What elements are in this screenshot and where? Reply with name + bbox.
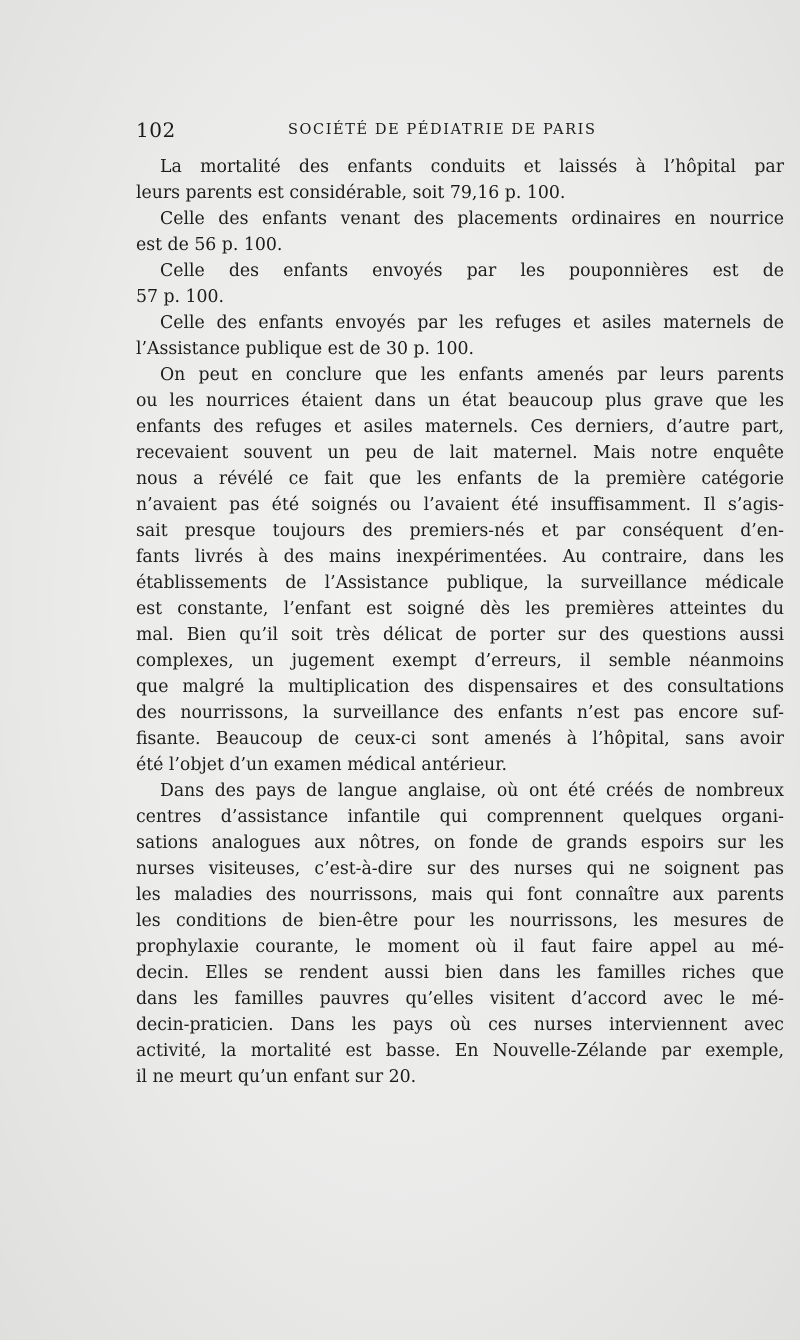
text-line: nurses visiteuses, c’est-à-dire sur des nurses qui ne soignent pas <box>136 859 784 879</box>
text-line: enfants des refuges et asiles maternels. Ces derniers, d’autre part, <box>136 417 784 437</box>
text-line: est de 56 p. 100. <box>136 235 283 255</box>
text-line: que malgré la multiplication des dispensaires et des consultations <box>136 677 784 697</box>
text-line: été l’objet d’un examen médical antérieur. <box>136 755 508 775</box>
text-line: établissements de l’Assistance publique, la surveillance médicale <box>136 573 784 593</box>
text-line: dans les familles pauvres qu’elles visitent d’accord avec le mé- <box>136 989 784 1009</box>
running-title: SOCIÉTÉ DE PÉDIATRIE DE PARIS <box>288 122 597 138</box>
text-line: 57 p. 100. <box>136 287 225 307</box>
text-line: fisante. Beaucoup de ceux-ci sont amenés à l’hôpital, sans avoir <box>136 729 784 749</box>
text-line: Celle des enfants venant des placements ordinaires en nourrice <box>160 209 784 229</box>
text-line: On peut en conclure que les enfants amenés par leurs parents <box>160 365 784 385</box>
text-line: decin. Elles se rendent aussi bien dans les familles riches que <box>136 963 784 983</box>
text-line: des nourrissons, la surveillance des enfants n’est pas encore suf- <box>136 703 784 723</box>
text-line: les conditions de bien-être pour les nourrissons, les mesures de <box>136 911 784 931</box>
text-line: La mortalité des enfants conduits et laissés à l’hôpital par <box>160 157 784 177</box>
text-line: sations analogues aux nôtres, on fonde de grands espoirs sur les <box>136 833 784 853</box>
text-line: l’Assistance publique est de 30 p. 100. <box>136 339 474 359</box>
text-line: il ne meurt qu’un enfant sur 20. <box>136 1067 417 1087</box>
text-line: leurs parents est considérable, soit 79,16 p. 100. <box>136 183 566 203</box>
text-line: fants livrés à des mains inexpérimentées. Au contraire, dans les <box>136 547 784 567</box>
text-line: decin-praticien. Dans les pays où ces nurses interviennent avec <box>136 1015 784 1035</box>
text-line: centres d’assistance infantile qui comprennent quelques organi- <box>136 807 784 827</box>
text-line: Celle des enfants envoyés par les refuges et asiles maternels de <box>160 313 784 333</box>
text-line: activité, la mortalité est basse. En Nouvelle-Zélande par exemple, <box>136 1041 784 1061</box>
text-line: les maladies des nourrissons, mais qui font connaître aux parents <box>136 885 784 905</box>
text-line: Dans des pays de langue anglaise, où ont été créés de nombreux <box>160 781 784 801</box>
text-line: nous a révélé ce fait que les enfants de la première catégorie <box>136 469 784 489</box>
page-header <box>136 118 784 148</box>
text-line: prophylaxie courante, le moment où il faut faire appel au mé- <box>136 937 784 957</box>
text-line: ou les nourrices étaient dans un état beaucoup plus grave que les <box>136 391 784 411</box>
body-text <box>136 154 784 1090</box>
text-line: complexes, un jugement exempt d’erreurs, il semble néanmoins <box>136 651 784 671</box>
text-line: n’avaient pas été soignés ou l’avaient été insuffisamment. Il s’agis- <box>136 495 784 515</box>
text-line: Celle des enfants envoyés par les pouponnières est de <box>160 261 784 281</box>
page-number: 102 <box>136 118 176 142</box>
text-line: est constante, l’enfant est soigné dès les premières atteintes du <box>136 599 784 619</box>
text-line: sait presque toujours des premiers-nés et par conséquent d’en- <box>136 521 784 541</box>
text-line: mal. Bien qu’il soit très délicat de porter sur des questions aussi <box>136 625 784 645</box>
text-line: recevaient souvent un peu de lait maternel. Mais notre enquête <box>136 443 784 463</box>
